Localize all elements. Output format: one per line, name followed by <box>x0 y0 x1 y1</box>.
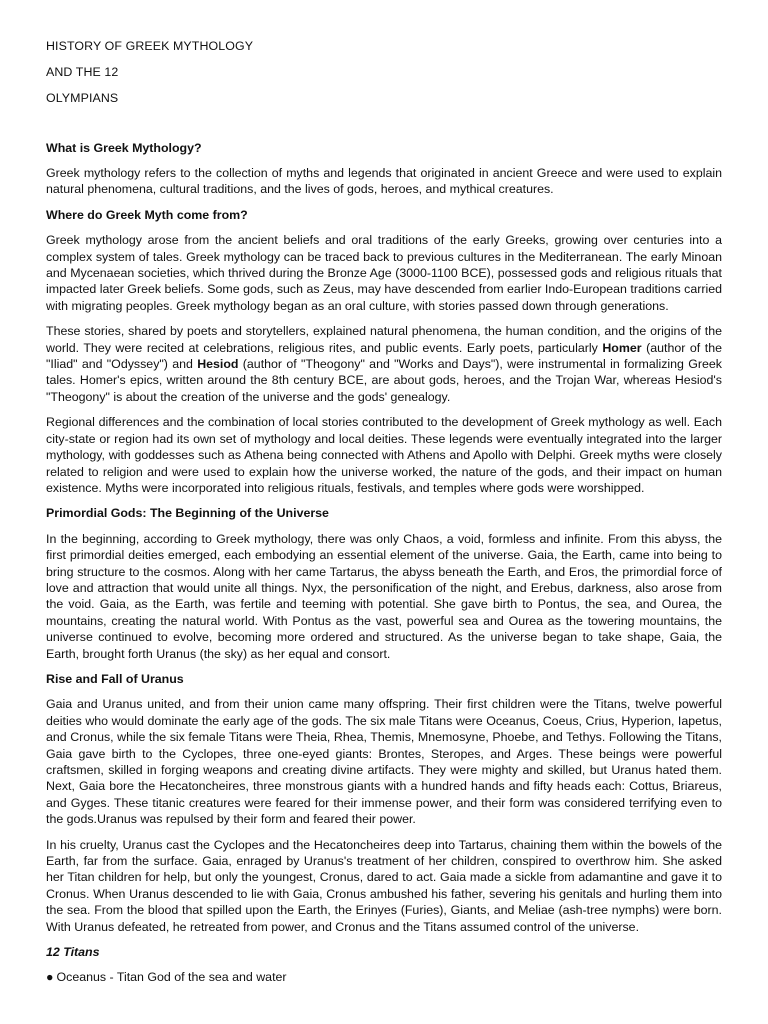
paragraph-poets <box>46 323 722 405</box>
text-run: (author of "Theogony" and "Works and Days"), were instrumental in formalizing Greek tales. Homer's epics, written around the 8th century BCE, are about gods, heroes, and the Trojan War, whereas Hesiod's "Theogony" is about the creation of the universe and the gods' genealogy. <box>46 357 722 404</box>
title-line: HISTORY OF GREEK MYTHOLOGY <box>46 39 254 53</box>
list-item <box>46 969 722 985</box>
section-titans <box>46 944 722 986</box>
section-heading: Rise and Fall of Uranus <box>46 671 184 686</box>
section-heading: What is Greek Mythology? <box>46 140 202 155</box>
spacer <box>46 117 722 140</box>
paragraph: Greek mythology arose from the ancient beliefs and oral traditions of the early Greeks, growing over centuries into a complex system of tales. Greek mythology can be traced back to previous cultures in the Mediterranean. The early Minoan and Mycenaean societies, which thrived during the Bronze Age (3000-1100 BCE), possessed gods and religious rituals that impacted later Greek beliefs. Some gods, such as Zeus, may have descended from earlier Indo-European traditions carried with migrating peoples. Greek mythology began as an oral culture, with stories passed down through generations. <box>46 233 722 313</box>
paragraph: In his cruelty, Uranus cast the Cyclopes and the Hecatoncheires deep into Tartarus, chaining them within the bowels of the Earth, far from the surface. Gaia, enraged by Uranus's treatment of her children, conspired to overthrow him. She asked her Titan children for help, but only the youngest, Cronus, dared to act. Gaia made a sickle from adamantine and gave it to Cronus. When Uranus descended to lie with Gaia, Cronus ambushed his father, severing his genitals and hurling them into the sea. From the blood that spilled upon the Earth, the Erinyes (Furies), Giants, and Meliae (ash-tree nymphs) were born. With Uranus defeated, he retreated from power, and Cronus and the Titans assumed control of the universe. <box>46 837 722 934</box>
poet-name-homer: Homer <box>602 340 642 355</box>
list-item-text: Oceanus - Titan God of the sea and water <box>56 970 287 985</box>
title-line: OLYMPIANS <box>46 91 119 106</box>
paragraph: Greek mythology refers to the collection of myths and legends that originated in ancient Greece and were used to explain natural phenomena, cultural traditions, and the lives of gods, heroes, and mythical creatures. <box>46 166 722 197</box>
text-run: (author of the "Iliad" and "Odyssey") and <box>46 340 722 372</box>
paragraph: Gaia and Uranus united, and from their union came many offspring. Their first children were the Titans, twelve powerful deities who would dominate the early age of the gods. The six male Titans were Oceanus, Coeus, Crius, Hyperion, Iapetus, and Cronus, while the six female Titans were Theia, Rhea, Themis, Mnemosyne, Phoebe, and Tethys. Following the Titans, Gaia gave birth to the Cyclopes, three one-eyed giants: Brontes, Steropes, and Arges. These beings were powerful craftsmen, skilled in forging weapons and creating divine artifacts. They were mighty and skilled, but Uranus hated them. Next, Gaia bore the Hecatoncheires, three monstrous giants with a hundred hands and fifty heads each: Cottus, Briareus, and Gyges. These titanic creatures were feared for their immense power, and their form was considered terrifying even to the gods.Uranus was repulsed by their form and feared their power. <box>46 697 722 827</box>
section-uranus <box>46 671 722 935</box>
section-what-is <box>46 140 722 198</box>
bullet-icon: ● <box>46 970 54 985</box>
section-heading: Where do Greek Myth come from? <box>46 207 248 222</box>
poet-name-hesiod: Hesiod <box>197 357 239 372</box>
section-origins <box>46 207 722 497</box>
section-heading: Primordial Gods: The Beginning of the Universe <box>46 506 329 521</box>
title-line: AND THE 12 <box>46 65 119 80</box>
paragraph: In the beginning, according to Greek mythology, there was only Chaos, a void, formless and infinite. From this abyss, the first primordial deities emerged, each embodying an essential element of the universe. Gaia, the Earth, came into being to bring structure to the cosmos. Along with her came Tartarus, the abyss beneath the Earth, and Eros, the primordial force of love and attraction that would unite all things. Nyx, the personification of the night, and Erebus, darkness, also arose from the void. Gaia, as the Earth, was fertile and teeming with potential. She gave birth to Pontus, the sea, and Ourea, the mountains, creating the natural world. With Pontus as the vast, powerful sea and Ourea as the towering mountains, the universe continued to evolve, becoming more ordered and structured. As the universe began to take shape, Gaia, the Earth, brought forth Uranus (the sky) as her equal and consort. <box>46 531 722 661</box>
document-page <box>46 38 722 986</box>
text-run: These stories, shared by poets and storytellers, explained natural phenomena, the human condition, and the origins of the world. They were recited at celebrations, religious rites, and public events. Early poets, particularly <box>46 324 722 355</box>
section-heading: 12 Titans <box>46 945 100 960</box>
document-title <box>46 38 722 107</box>
paragraph: Regional differences and the combination of local stories contributed to the development of Greek mythology as well. Each city-state or region had its own set of mythology and local deities. These legends were eventually integrated into the larger mythology, with goddesses such as Athena being connected with Athens and Apollo with Delphi. Greek myths were closely related to religion and were used to explain how the universe worked, the nature of the gods, and their impact on human existence. Myths were incorporated into religious rituals, festivals, and temples where gods were worshipped. <box>46 415 722 495</box>
section-primordial-gods <box>46 505 722 662</box>
